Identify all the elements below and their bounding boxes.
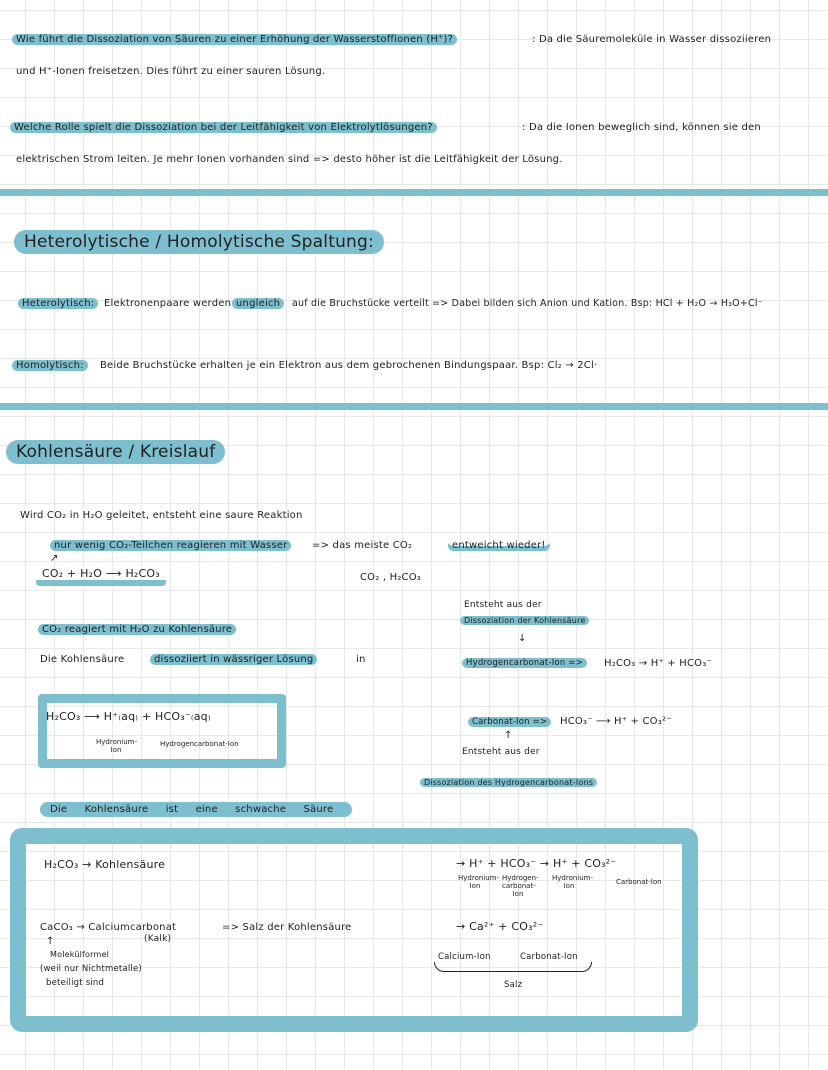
equation: H₂CO₃ → Kohlensäure	[44, 858, 166, 871]
section-title: Heterolytische / Homolytische Spaltung:	[14, 230, 384, 254]
highlight: Dissoziation des Hydrogencarbonat-Ions	[420, 778, 597, 787]
highlight: ungleich	[232, 298, 284, 309]
highlight: Hydrogencarbonat-Ion =>	[462, 658, 587, 668]
equation: → H⁺ + HCO₃⁻ → H⁺ + CO₃²⁻	[456, 857, 617, 870]
arrow-icon: ↑	[504, 730, 513, 741]
highlight: Carbonat-Ion =>	[468, 717, 551, 727]
text: => das meiste CO₂	[312, 540, 413, 551]
highlight: dissoziiert in wässriger Lösung	[150, 654, 317, 665]
equation: CO₂ + H₂O ⟶ H₂CO₃	[36, 567, 166, 586]
section-title: Kohlensäure / Kreislauf	[6, 440, 225, 464]
text: Beide Bruchstücke erhalten je ein Elektron aus dem gebrochenen Bindungspaar. Bsp: Cl₂ → 2Cl·	[100, 360, 598, 371]
equation: → Ca²⁺ + CO₃²⁻	[456, 920, 544, 933]
text: Wird CO₂ in H₂O geleitet, entsteht eine saure Reaktion	[20, 510, 303, 521]
equation: HCO₃⁻ ⟶ H⁺ + CO₃²⁻	[560, 716, 672, 727]
label: Salz	[504, 980, 523, 990]
highlight: nur wenig CO₂-Teilchen reagieren mit Wasser	[50, 540, 291, 551]
answer: elektrischen Strom leiten. Je mehr Ionen vorhanden sind => desto höher ist die Leitfähigkeit der Lösung.	[16, 154, 563, 165]
label: Hydronium-Ion	[552, 874, 594, 890]
text: beteiligt sind	[46, 978, 105, 988]
arrow-icon: ↓	[518, 633, 527, 644]
question: Wie führt die Dissoziation von Säuren zu einer Erhöhung der Wasserstoffionen (H⁺)?	[12, 34, 457, 45]
text: in	[356, 654, 366, 665]
label: Hydronium-Ion	[96, 738, 138, 754]
arrow-icon: ↗	[50, 553, 59, 564]
arrow-icon: ↑	[46, 936, 55, 947]
equation: H₂CO₃ ⟶ H⁺₍aq₎ + HCO₃⁻₍aq₎	[46, 710, 211, 723]
text: (weil nur Nichtmetalle)	[40, 964, 142, 974]
term-label: Homolytisch:	[12, 360, 88, 371]
text: Elektronenpaare werden	[104, 298, 232, 309]
answer: und H⁺-Ionen freisetzen. Dies führt zu einer sauren Lösung.	[16, 66, 326, 77]
text: => Salz der Kohlensäure	[222, 922, 352, 933]
text: (Kalk)	[144, 934, 172, 944]
highlight: Dissoziation der Kohlensäure	[460, 616, 589, 625]
text: Entsteht aus der	[462, 747, 540, 757]
question: Welche Rolle spielt die Dissoziation bei der Leitfähigkeit von Elektrolytlösungen?	[10, 122, 437, 133]
label: Carbonat-Ion	[520, 952, 578, 962]
label: Hydrogen-carbonat-Ion	[502, 874, 539, 898]
divider	[0, 403, 828, 410]
text: Entsteht aus der	[464, 600, 542, 610]
divider	[0, 189, 828, 196]
term-label: Heterolytisch:	[18, 298, 98, 309]
equation: H₂CO₃ → H⁺ + HCO₃⁻	[604, 658, 712, 669]
brace-icon	[434, 962, 592, 972]
answer: : Da die Säuremoleküle in Wasser dissoziieren	[532, 34, 772, 45]
text: Molekülformel	[50, 950, 110, 959]
highlight: Die Kohlensäure ist eine schwache Säure	[40, 802, 352, 817]
equation: CaCO₃ → Calciumcarbonat	[40, 922, 177, 933]
label: Hydrogencarbonat-Ion	[160, 740, 239, 748]
text: auf die Bruchstücke verteilt => Dabei bilden sich Anion und Kation. Bsp: HCl + H₂O → H₃O+Cl⁻	[292, 298, 763, 309]
answer: : Da die Ionen beweglich sind, können sie den	[522, 122, 761, 133]
equation-box	[38, 694, 286, 768]
label: Calcium-Ion	[438, 952, 491, 962]
label: Hydronium-Ion	[458, 874, 500, 890]
label: Carbonat-Ion	[616, 878, 662, 886]
text: CO₂ , H₂CO₃	[360, 572, 421, 583]
highlight: entweicht wieder!	[448, 540, 550, 551]
highlight: CO₂ reagiert mit H₂O zu Kohlensäure	[38, 624, 236, 635]
text: Die Kohlensäure	[40, 654, 125, 665]
